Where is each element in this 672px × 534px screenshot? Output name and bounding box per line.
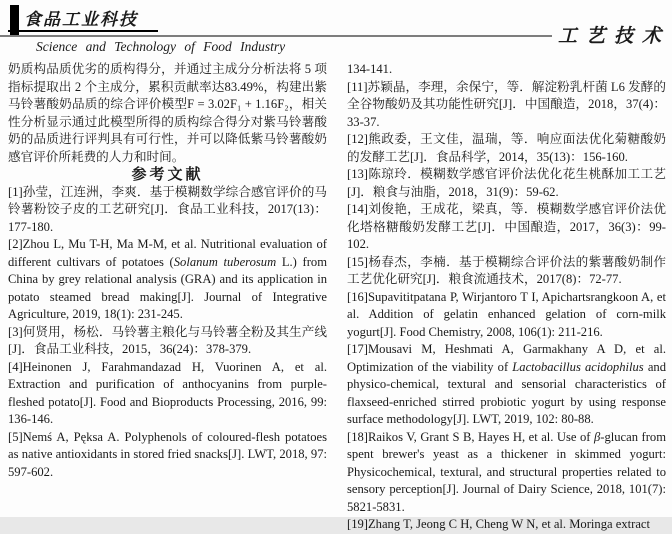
reference-item: [18]Raikos V, Grant S B, Hayes H, et al. Use of β-glucan from spent brewer's yeast as a thickener in skimmed yogurt: Physicochemical, textural, and structural properties related to sensory perception[J]. Journal of Dairy Science, 2018, 101(7): 5821-5831. — [347, 429, 666, 514]
logo-underline — [8, 30, 158, 32]
page-body — [8, 61, 666, 534]
header-divider-line — [0, 35, 552, 37]
reference-item: [2]Zhou L, Mu T-H, Ma M-M, et al. Nutritional evaluation of different cultivars of potatoes (Solanum tuberosum L.) from China by grey relational analysis (GRA) and its application in potato steamed bread making[J]. Journal of Integrative Agriculture, 2019, 18(1): 231-245. — [8, 237, 327, 321]
reference-item: [19]Zhang T, Jeong C H, Cheng W N, et al. Moringa extract — [347, 517, 650, 531]
reference-item: [3]何贤用，杨松．马铃薯主粮化与马铃薯全粉及其生产线[J]．食品工业科技，2015，36(24)：378-379. — [8, 324, 327, 356]
reference-item: [13]陈琼玲．模糊数学感官评价法优化花生桃酥加工工艺[J]．粮食与油脂，2018，31(9)：59-62. — [347, 167, 666, 199]
reference-item: [12]熊政委，王文佳，温瑞，等．响应面法优化菊糖酸奶的发酵工艺[J]．食品科学，2014，35(13)：156-160. — [347, 132, 666, 164]
references-list-right — [347, 79, 666, 534]
reference-item: [4]Heinonen J, Farahmandazad H, Vuorinen A, et al. Extraction and purification of anthocyanins from purple-fleshed potato[J]. Food and Bioproducts Processing, 2016, 99: 136-146. — [8, 359, 327, 426]
references-list-left — [8, 184, 327, 482]
reference-item: [11]苏颖晶，李理，余保宁，等．解淀粉乳杆菌 L6 发酵的全谷物酸奶及其功能性研究[J]．中国酿造，2018，37(4)：33-37. — [347, 79, 666, 129]
left-column — [8, 61, 327, 534]
journal-logo: 食品工业科技 — [24, 10, 138, 29]
reference-item: [14]刘俊艳，王成花，梁真，等．模糊数学感官评价法优化塔格糖酸奶发酵工艺[J]．中国酿造，2017，36(3)：99-102. — [347, 202, 666, 251]
references-heading: 参考文献 — [131, 165, 204, 183]
reference-item: [5]Nemś A, Pęksa A. Polyphenols of coloured-flesh potatoes as native antioxidants in stored fried snacks[J]. LWT, 2018, 97: 597-602. — [8, 429, 327, 479]
journal-name-english: Science and Technology of Food Industry — [36, 39, 286, 54]
reference-continuation: 134-141. — [347, 62, 393, 76]
reference-item: [17]Mousavi M, Heshmati A, Garmakhany A D, et al. Optimization of the viability of Lactobacillus acidophilus and physico-chemical, textural and sensorial characteristics of flaxseed-enriched stirred probiotic yogurt by using response surface methodology[J]. LWT, 2019, 102: 80-88. — [347, 342, 666, 426]
reference-item: [15]杨春杰，李楠．基于模糊综合评价法的紫薯酸奶制作工艺优化研究[J]．粮食流通技术，2017(8)：72-77. — [347, 254, 666, 286]
intro-paragraph: 奶质构品质优劣的质构得分，并通过主成分分析法将 5 项指标提取出 2 个主成分，累积贡献率达83.49%，构建出紫马铃薯酸奶品质的综合评价模型F = 3.02F₁ + 1.16F₂，相关性分析显示通过此模型所得的质构综合得分对紫马铃薯酸奶的品质进行评判具有可行性，并可以降低紫马铃薯酸奶感官评价所耗费的人力和时间。 — [8, 62, 327, 164]
reference-item: [1]孙莹，江连洲，李爽．基于模糊数学综合感官评价的马铃薯粉饺子皮的工艺研究[J]．食品工业科技，2017(13)：177-180. — [8, 184, 327, 234]
reference-item: [16]Supavititpatana P, Wirjantoro T I, Apichartsrangkoon A, et al. Addition of gelatin enhanced gelation of corn-milk yogurt[J]. Food Chemistry, 2008, 106(1): 211-216. — [347, 289, 666, 339]
right-column — [347, 61, 666, 534]
section-label: 工艺技术 — [557, 26, 670, 47]
